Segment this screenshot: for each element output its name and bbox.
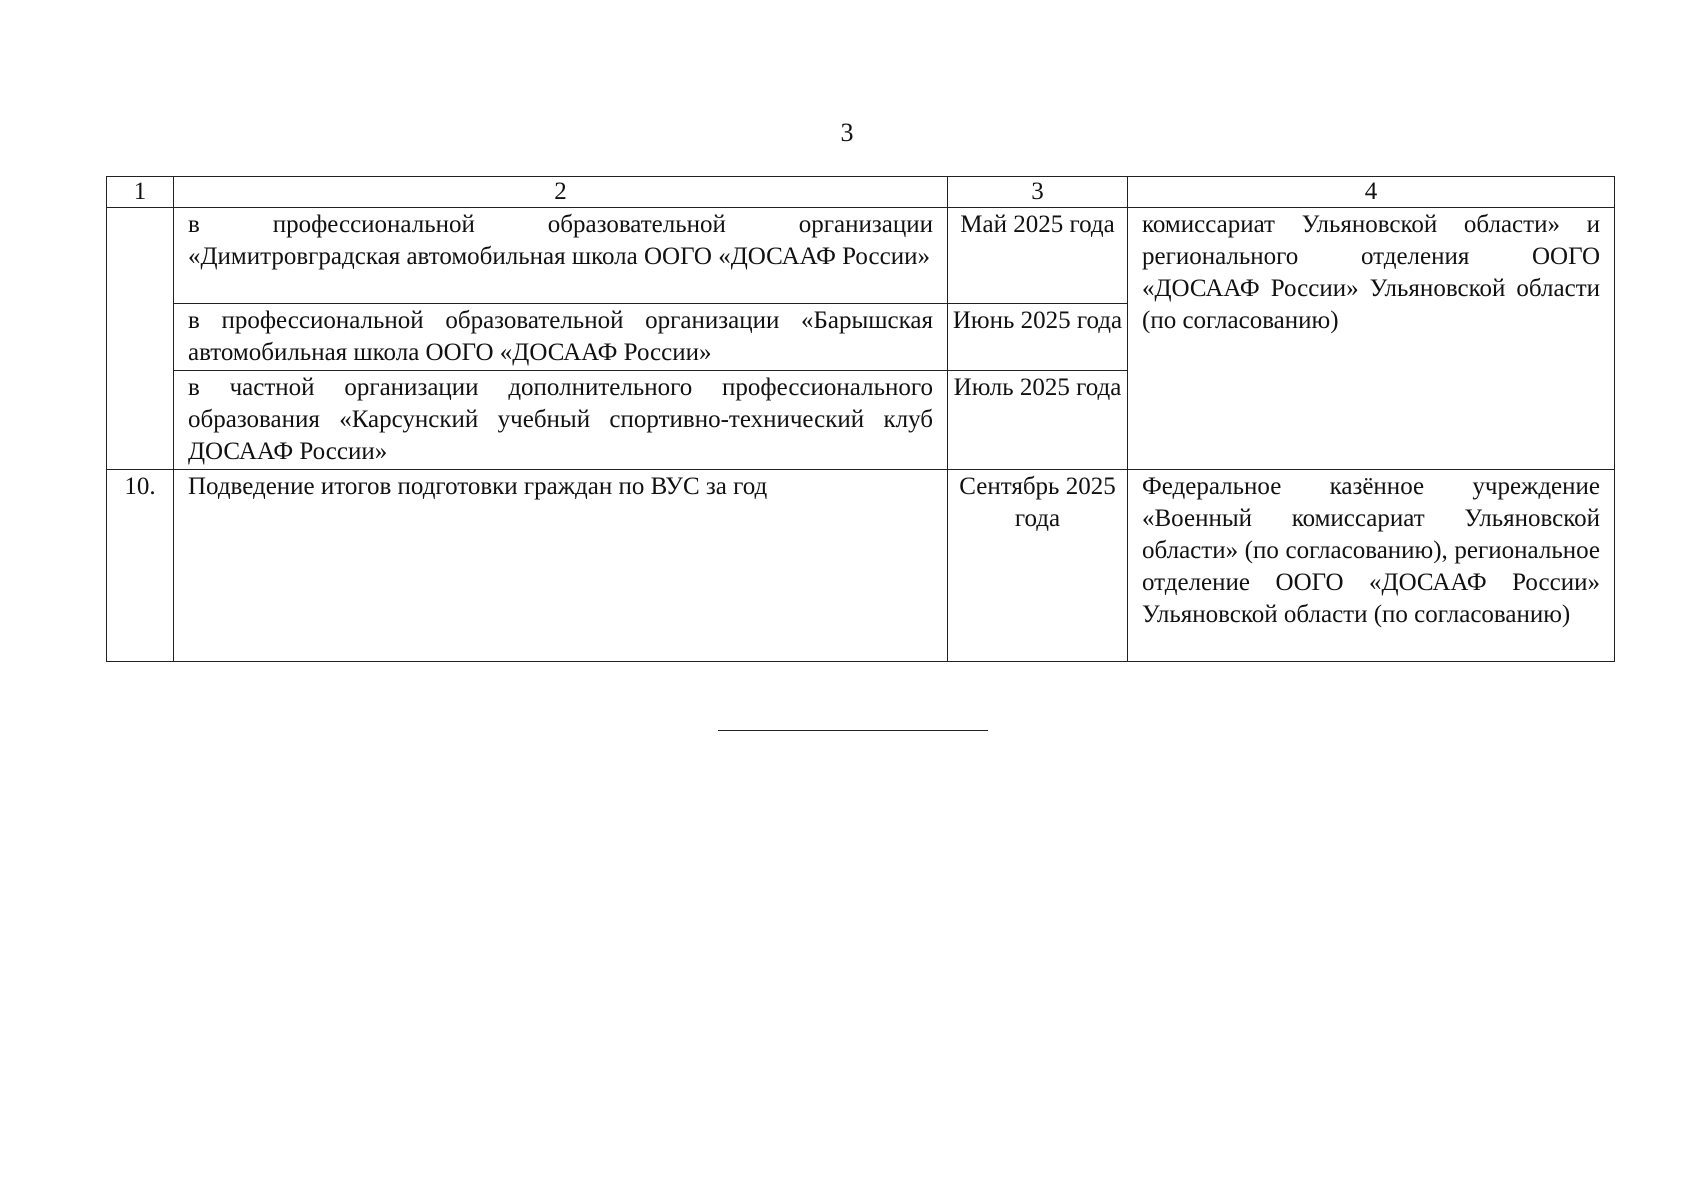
plan-table (106, 176, 1615, 662)
event-description: Подведение итогов подготовки граждан по ВУС за год (174, 470, 948, 662)
event-description: в частной организации дополнительного профессионального образования «Карсунский учебный спортивно-технический клуб ДОСААФ России» (174, 371, 948, 470)
event-description: в профессиональной образовательной организации «Барышская автомобильная школа ООГО «ДОСААФ России» (174, 304, 948, 371)
event-date: Июнь 2025 года (948, 304, 1128, 371)
responsible-parties: Федеральное казённое учреждение «Военный комиссариат Ульяновской области» (по согласованию), региональное отделение ООГО «ДОСААФ России» Ульяновской области (по согласованию) (1128, 470, 1615, 662)
event-date: Сентябрь 2025 года (948, 470, 1128, 662)
row-number (107, 208, 174, 470)
event-description: в профессиональной образовательной организации «Димитровградская автомобильная школа ООГО «ДОСААФ России» (174, 208, 948, 304)
table-header-row (107, 177, 1615, 208)
end-separator-line (718, 730, 988, 731)
page-number: 3 (840, 118, 854, 147)
event-date: Май 2025 года (948, 208, 1128, 304)
header-col-4: 4 (1128, 177, 1615, 208)
row-number: 10. (107, 470, 174, 662)
responsible-parties: комиссариат Ульяновской области» и регионального отделения ООГО «ДОСААФ России» Ульяновской области (по согласованию) (1128, 208, 1615, 470)
header-col-1: 1 (107, 177, 174, 208)
header-col-2: 2 (174, 177, 948, 208)
table-row (107, 470, 1615, 662)
event-date: Июль 2025 года (948, 371, 1128, 470)
header-col-3: 3 (948, 177, 1128, 208)
table-row (107, 208, 1615, 304)
